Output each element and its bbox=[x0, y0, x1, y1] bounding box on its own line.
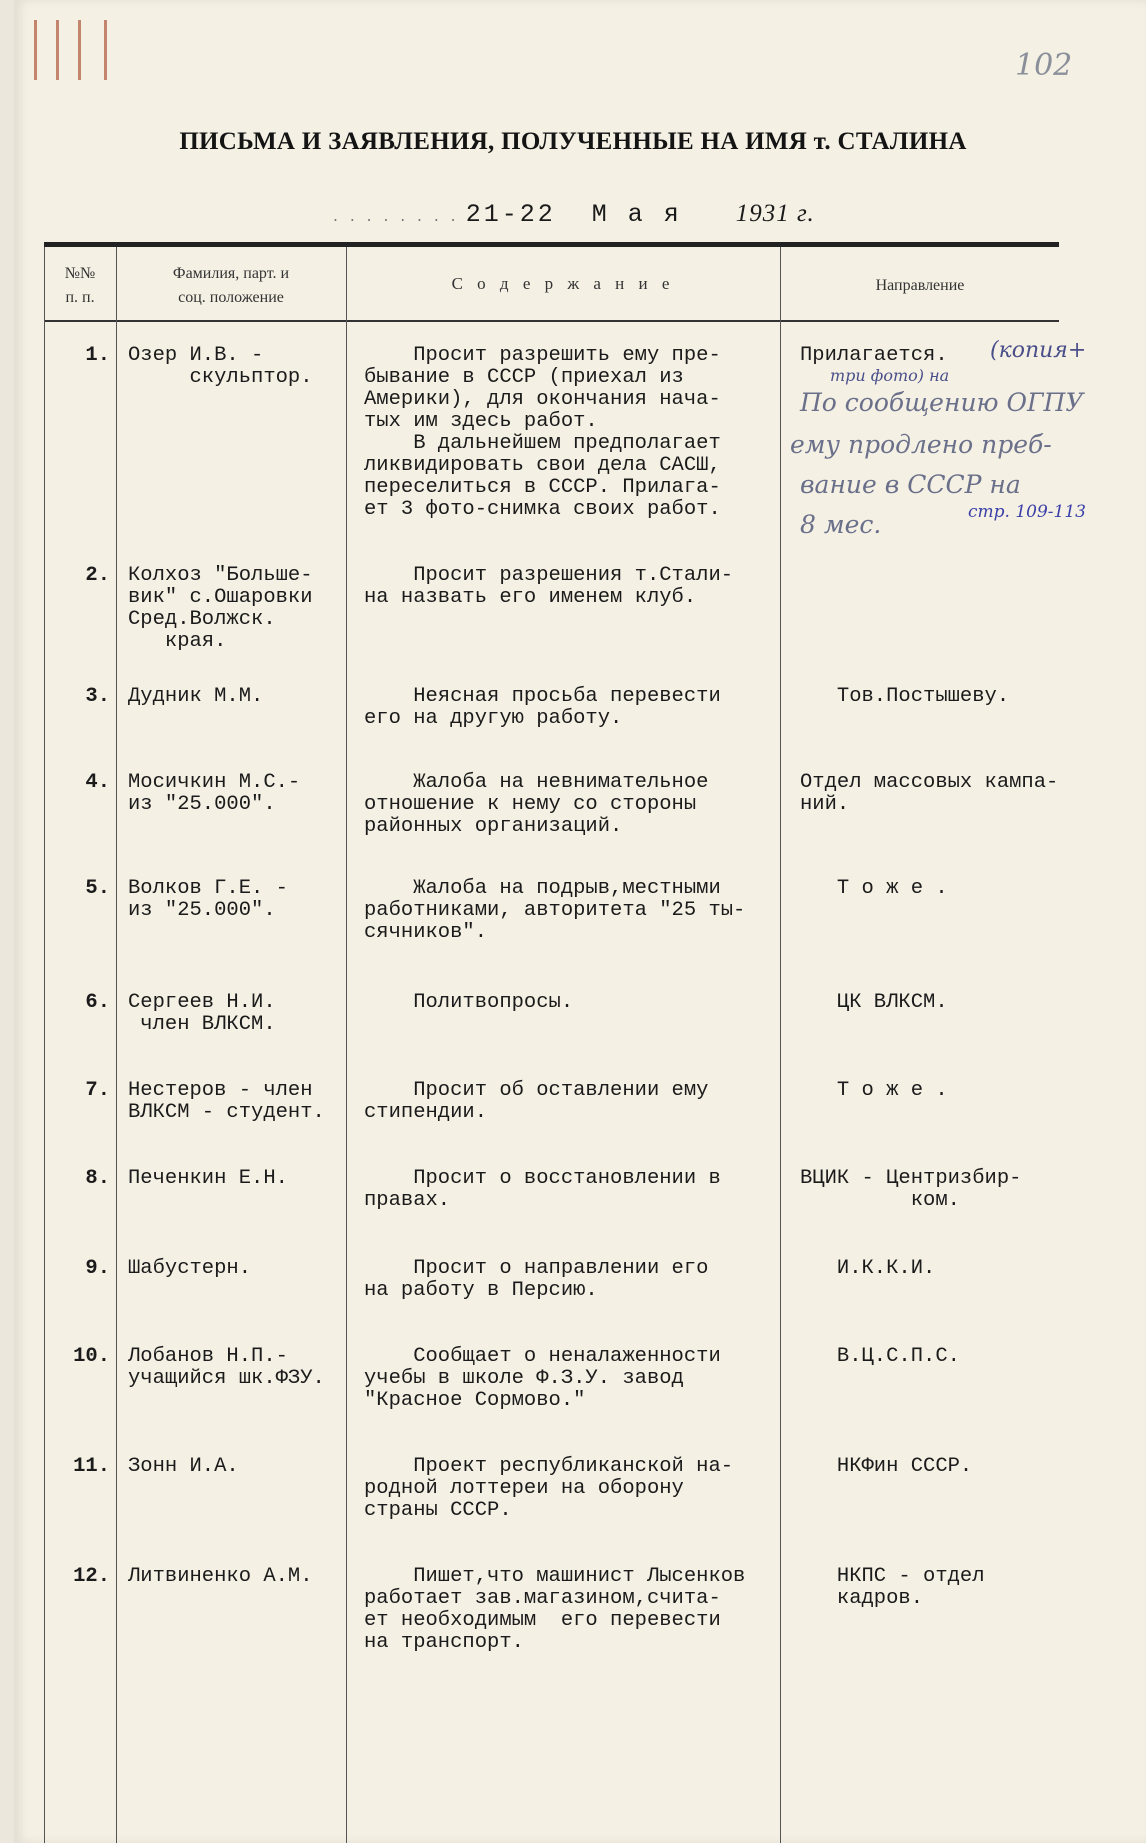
row-number: 1. bbox=[85, 344, 110, 367]
row-direction: В.Ц.С.П.С. bbox=[800, 1345, 960, 1368]
row-number: 2. bbox=[85, 564, 110, 587]
row-direction: Тов.Постышеву. bbox=[800, 685, 1010, 708]
row-sender: Дудник М.М. bbox=[128, 685, 264, 708]
handwritten-note: (копия+ bbox=[990, 338, 1087, 363]
row-content: Политвопросы. bbox=[364, 991, 574, 1014]
row-content: Просит разрешить ему пре- бывание в СССР (приехал из Америки), для окончания нача- тых им здесь работ. В дальнейшем предполагает ликвидировать свои дела САСШ, переселиться в СССР. Прилага- ет 3 фото-снимка своих работ. bbox=[364, 344, 721, 521]
row-sender: Лобанов Н.П.- учащийся шк.ФЗУ. bbox=[128, 1345, 325, 1390]
row-sender: Литвиненко А.М. bbox=[128, 1565, 313, 1588]
page-reference-note: стр. 109-113 bbox=[968, 502, 1086, 522]
row-content: Просит разрешения т.Стали- на назвать его именем клуб. bbox=[364, 564, 734, 609]
row-sender: Нестеров - член ВЛКСМ - студент. bbox=[128, 1079, 325, 1124]
row-number: 7. bbox=[85, 1079, 110, 1102]
header-direction: Направление bbox=[875, 277, 965, 294]
handwritten-note: вание в СССР на bbox=[800, 470, 1021, 499]
row-sender: Колхоз "Больше- вик" с.Ошаровки Сред.Волжск. края. bbox=[128, 564, 313, 653]
row-content: Жалоба на подрыв,местными работниками, авторитета "25 ты- сячников". bbox=[364, 877, 746, 944]
row-direction: И.К.К.И. bbox=[800, 1257, 936, 1280]
column-divider bbox=[44, 247, 45, 1843]
row-content: Просит о направлении его на работу в Персию. bbox=[364, 1257, 709, 1302]
row-number: 3. bbox=[85, 685, 110, 708]
row-content: Проект республиканской на- родной лоттереи на оборону страны СССР. bbox=[364, 1455, 734, 1522]
row-number: 9. bbox=[85, 1257, 110, 1280]
row-sender: Шабустерн. bbox=[128, 1257, 252, 1280]
row-content: Просит об оставлении ему стипендии. bbox=[364, 1079, 709, 1124]
document-title: ПИСЬМА И ЗАЯВЛЕНИЯ, ПОЛУЧЕННЫЕ НА ИМЯ т. СТАЛИНА bbox=[179, 128, 967, 155]
header-name: Фамилия, парт. и соц. положение bbox=[172, 265, 290, 306]
row-number: 4. bbox=[85, 771, 110, 794]
header-bottom-rule bbox=[44, 320, 1059, 322]
row-content: Неясная просьба перевести его на другую работу. bbox=[364, 685, 721, 730]
row-direction: Т о ж е . bbox=[800, 1079, 948, 1102]
row-number: 11. bbox=[73, 1455, 110, 1478]
row-content: Просит о восстановлении в правах. bbox=[364, 1167, 721, 1212]
folio-number: 102 bbox=[1015, 48, 1073, 83]
row-sender: Сергеев Н.И. член ВЛКСМ. bbox=[128, 991, 276, 1036]
row-number: 5. bbox=[85, 877, 110, 900]
header-num: №№ п. п. bbox=[64, 265, 96, 306]
row-sender: Озер И.В. - скульптор. bbox=[128, 344, 313, 389]
header-content: С о д е р ж а н и е bbox=[451, 274, 675, 293]
row-content: Пишет,что машинист Лысенков работает зав.магазином,счита- ет необходимым его перевести на транспорт. bbox=[364, 1565, 746, 1654]
row-sender: Мосичкин М.С.- из "25.000". bbox=[128, 771, 301, 816]
row-content: Жалоба на невнимательное отношение к нему со стороны районных организаций. bbox=[364, 771, 709, 838]
row-direction: ВЦИК - Центризбир- ком. bbox=[800, 1167, 1022, 1212]
row-sender: Зонн И.А. bbox=[128, 1455, 239, 1478]
document-date: . . . . . . . . 21-22 М а я 1931 г. bbox=[331, 200, 815, 229]
column-divider bbox=[780, 247, 781, 1843]
table-top-rule bbox=[44, 242, 1059, 247]
column-divider bbox=[346, 247, 347, 1843]
row-direction: ЦК ВЛКСМ. bbox=[800, 991, 948, 1014]
row-direction: Отдел массовых кампа- ний. bbox=[800, 771, 1059, 816]
date-month: М а я bbox=[591, 200, 682, 229]
row-number: 6. bbox=[85, 991, 110, 1014]
row-sender: Волков Г.Е. - из "25.000". bbox=[128, 877, 288, 922]
date-year: 1931 г. bbox=[735, 200, 815, 227]
row-direction: Т о ж е . bbox=[800, 877, 948, 900]
row-direction: Прилагается. bbox=[800, 344, 948, 367]
handwritten-note: 8 мес. bbox=[800, 510, 882, 539]
handwritten-note: ему продлено преб- bbox=[790, 430, 1052, 459]
row-direction: НКФин СССР. bbox=[800, 1455, 973, 1478]
date-days: 21-22 bbox=[465, 200, 556, 229]
row-sender: Печенкин Е.Н. bbox=[128, 1167, 288, 1190]
handwritten-note: три фото) на bbox=[830, 366, 950, 385]
column-divider bbox=[116, 247, 117, 1843]
handwritten-note: По сообщению ОГПУ bbox=[800, 388, 1084, 417]
row-content: Сообщает о неналаженности учебы в школе Ф.З.У. завод "Красное Сормово." bbox=[364, 1345, 721, 1412]
row-number: 10. bbox=[73, 1345, 110, 1368]
row-number: 8. bbox=[85, 1167, 110, 1190]
row-number: 12. bbox=[73, 1565, 110, 1588]
row-direction: НКПС - отдел кадров. bbox=[836, 1565, 985, 1610]
